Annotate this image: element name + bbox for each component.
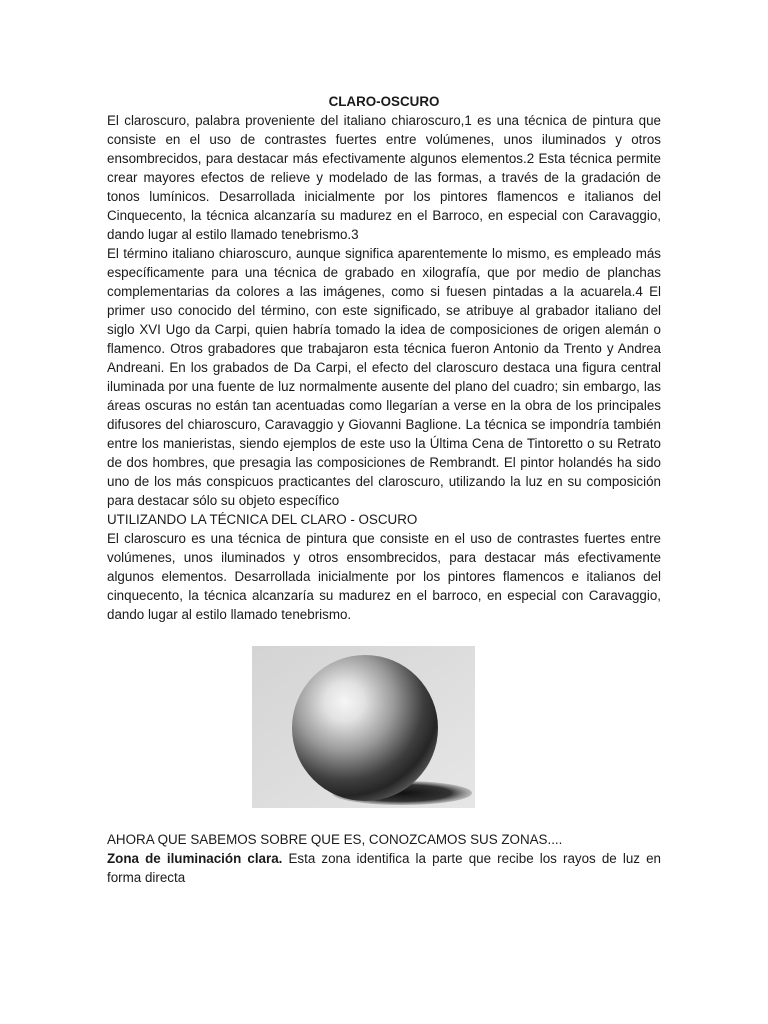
paragraph-technique: El claroscuro es una técnica de pintura que consiste en el uso de contrastes fuertes entre volúmenes, unos iluminados y otros ensombrecidos, para destacar más efectivamente algunos elementos. Desarrollada inicialmente por los pintores flamencos e italianos del cinquecento, la técnica alcanzaría su madurez en el barroco, en especial con Caravaggio, dando lugar al estilo llamado tenebrismo. xyxy=(107,531,661,622)
section-subheading: UTILIZANDO LA TÉCNICA DEL CLARO - OSCURO xyxy=(107,512,418,527)
sphere-figure xyxy=(252,646,475,808)
shaded-sphere-drawing-icon xyxy=(252,646,475,808)
zones-section xyxy=(107,830,661,887)
zone-light-title: Zona de iluminación clara. xyxy=(107,851,283,866)
sphere xyxy=(292,655,438,801)
paragraph-intro: El claroscuro, palabra proveniente del italiano chiaroscuro,1 es una técnica de pintura que consiste en el uso de contrastes fuertes entre volúmenes, unos iluminados y otros ensombrecidos, para destacar más efectivamente algunos elementos.2 Esta técnica permite crear mayores efectos de relieve y modelado de las formas, a través de la gradación de tonos lumínicos. Desarrollada inicialmente por los pintores flamencos e italianos del Cinquecento, la técnica alcanzaría su madurez en el Barroco, en especial con Caravaggio, dando lugar al estilo llamado tenebrismo.3 xyxy=(107,113,661,242)
zone-light-text: Esta zona identifica la parte que recibe los rayos de luz en forma directa xyxy=(107,851,662,885)
document-body xyxy=(107,92,661,624)
zones-intro: AHORA QUE SABEMOS SOBRE QUE ES, CONOZCAMOS SUS ZONAS.... xyxy=(107,832,563,847)
document-title: CLARO-OSCURO xyxy=(328,94,440,109)
zone-light-paragraph xyxy=(107,849,661,887)
paragraph-chiaroscuro-engraving: El término italiano chiaroscuro, aunque significa aparentemente lo mismo, es empleado más específicamente para una técnica de grabado en xilografía, que por medio de planchas complementarias da colores a las imágenes, como si fuesen pintadas a la acuarela.4 El primer uso conocido del término, con este significado, se atribuye al grabador italiano del siglo XVI Ugo da Carpi, quien habría tomado la idea de composiciones de origen alemán o flamenco. Otros grabadores que trabajaron esta técnica fueron Antonio da Trento y Andrea Andreani. En los grabados de Da Carpi, el efecto del claroscuro destaca una figura central iluminada por una fuente de luz normalmente ausente del plano del cuadro; sin embargo, las áreas oscuras no están tan acentuadas como llegarían a verse en la obra de los principales difusores del chiaroscuro, Caravaggio y Giovanni Baglione. La técnica se impondría también entre los manieristas, siendo ejemplos de este uso la Última Cena de Tintoretto o su Retrato de dos hombres, que presagia las composiciones de Rembrandt. El pintor holandés ha sido uno de los más conspicuos practicantes del claroscuro, utilizando la luz en su composición para destacar sólo su objeto específico xyxy=(107,246,661,508)
